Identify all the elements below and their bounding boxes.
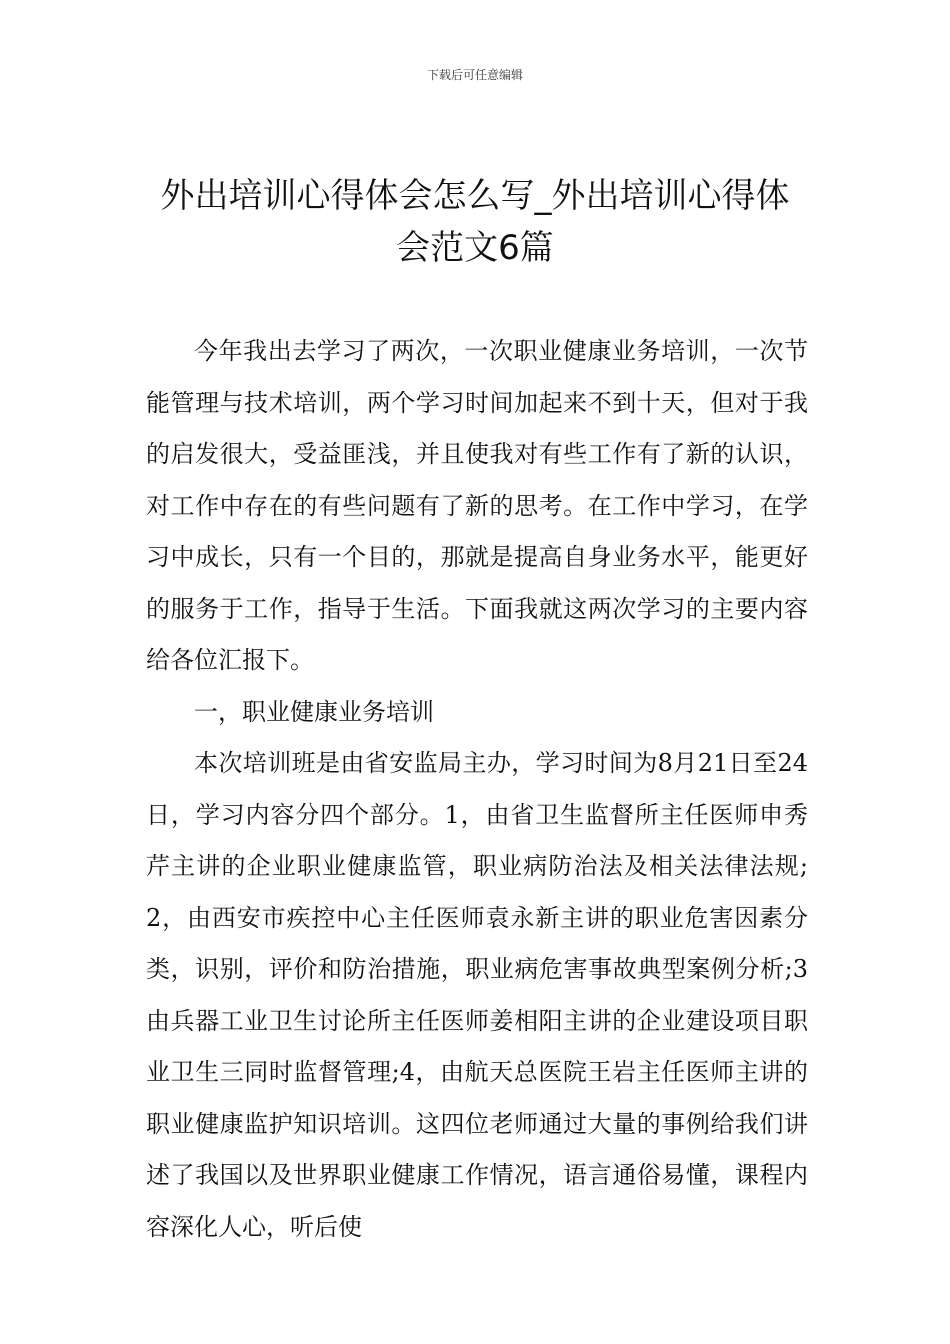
title-line-2: 会范文6篇 <box>396 228 554 268</box>
paragraph-training-details: 本次培训班是由省安监局主办，学习时间为8月21日至24日，学习内容分四个部分。1，由省卫生监督所主任医师申秀芹主讲的企业职业健康监管，职业病防治法及相关法律法规;2，由西安市疾控中心主任医师袁永新主讲的职业危害因素分类，识别，评价和防治措施，职业病危害事故典型案例分析;3由兵器工业卫生讨论所主任医师姜相阳主讲的企业建设项目职业卫生三同时监督管理;4，由航天总医院王岩主任医师主讲的职业健康监护知识培训。这四位老师通过大量的事例给我们讲述了我国以及世界职业健康工作情况，语言通俗易懂，课程内容深化人心，听后使 <box>146 749 808 1241</box>
section-heading: 一，职业健康业务培训 <box>194 697 434 726</box>
header-note: 下载后可任意编辑 <box>426 68 523 82</box>
document-title <box>120 170 830 274</box>
document-body <box>146 326 808 1253</box>
paragraph-intro: 今年我出去学习了两次，一次职业健康业务培训，一次节能管理与技术培训，两个学习时间加起来不到十天，但对于我的启发很大，受益匪浅，并且使我对有些工作有了新的认识，对工作中存在的有些问题有了新的思考。在工作中学习，在学习中成长，只有一个目的，那就是提高自身业务水平，能更好的服务于工作，指导于生活。下面我就这两次学习的主要内容给各位汇报下。 <box>146 337 808 674</box>
title-line-1: 外出培训心得体会怎么写_外出培训心得体 <box>160 176 790 216</box>
